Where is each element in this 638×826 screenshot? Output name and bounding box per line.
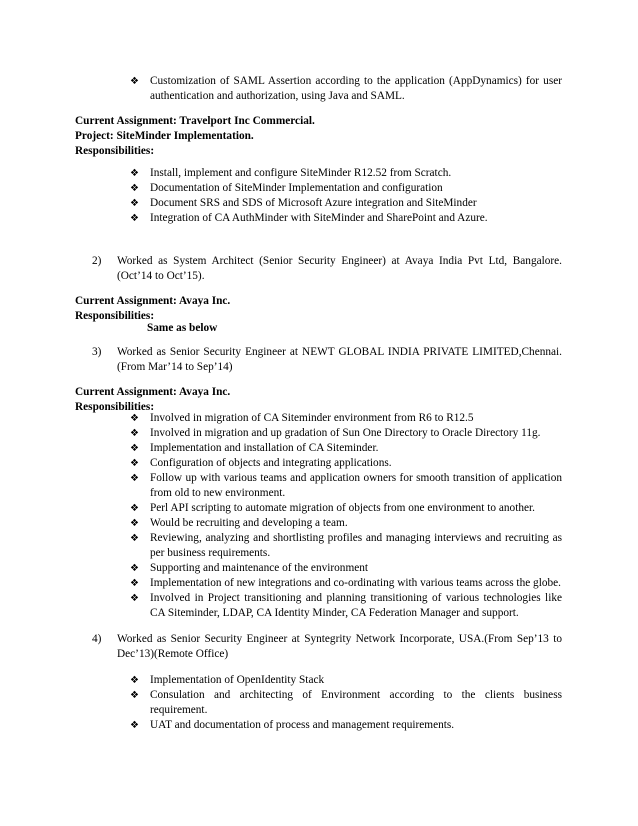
bullet-text: UAT and documentation of process and management requirements. xyxy=(150,719,455,731)
list-item xyxy=(130,516,562,531)
list-item xyxy=(130,441,562,456)
diamond-bullet-icon: ❖ xyxy=(130,473,139,484)
list-item xyxy=(130,181,562,196)
diamond-bullet-icon: ❖ xyxy=(130,720,139,731)
bullet-text: Implementation of OpenIdentity Stack xyxy=(150,674,325,686)
list-item xyxy=(130,166,562,181)
diamond-bullet-icon: ❖ xyxy=(130,413,139,424)
bullet-text: Involved in Project transitioning and planning transitioning of various technologies like CA Siteminder, LDAP, CA Identity Minder, CA Federation Manager and support. xyxy=(150,592,562,619)
bullet-text: Follow up with various teams and application owners for smooth transition of application from old to new environment. xyxy=(150,472,562,499)
diamond-bullet-icon: ❖ xyxy=(130,690,139,701)
bullet-text: Implementation of new integrations and co-ordinating with various teams across the globe. xyxy=(150,577,561,589)
bullet-text: Perl API scripting to automate migration of objects from one environment to another. xyxy=(150,502,535,514)
diamond-bullet-icon: ❖ xyxy=(130,503,139,514)
avaya-assignment-heading-2: Current Assignment: Avaya Inc. xyxy=(75,386,231,398)
list-item xyxy=(130,471,562,501)
diamond-bullet-icon: ❖ xyxy=(130,578,139,589)
bullet-text: Reviewing, analyzing and shortlisting profiles and managing interviews and recruiting as per business requirements. xyxy=(150,532,562,559)
diamond-bullet-icon: ❖ xyxy=(130,675,139,686)
list-item xyxy=(130,561,562,576)
item-number: 3) xyxy=(92,346,102,358)
diamond-bullet-icon: ❖ xyxy=(130,458,139,469)
list-item xyxy=(130,673,562,688)
bullet-text: Integration of CA AuthMinder with SiteMinder and SharePoint and Azure. xyxy=(150,212,488,224)
list-item xyxy=(130,501,562,516)
experience-item-4 xyxy=(92,632,562,662)
bullet-text: Involved in migration of CA Siteminder environment from R6 to R12.5 xyxy=(150,412,474,424)
item-text: Worked as System Architect (Senior Security Engineer) at Avaya India Pvt Ltd, Bangalore. (Oct’14 to Oct’15). xyxy=(117,255,562,282)
same-as-below-note: Same as below xyxy=(147,322,218,334)
list-item xyxy=(130,576,562,591)
diamond-bullet-icon: ❖ xyxy=(130,198,139,209)
bullet-text: Involved in migration and up gradation of Sun One Directory to Oracle Directory 11g. xyxy=(150,427,541,439)
diamond-bullet-icon: ❖ xyxy=(130,563,139,574)
list-item xyxy=(130,591,562,621)
diamond-bullet-icon: ❖ xyxy=(130,443,139,454)
experience-item-2 xyxy=(92,254,562,284)
bullet-text: Customization of SAML Assertion according to the application (AppDynamics) for user authentication and authorization, using Java and SAML. xyxy=(150,75,562,102)
list-item xyxy=(130,718,562,733)
diamond-bullet-icon: ❖ xyxy=(130,428,139,439)
syntegrity-bullet-list xyxy=(130,673,562,733)
diamond-bullet-icon: ❖ xyxy=(130,76,139,87)
list-item xyxy=(130,456,562,471)
list-item xyxy=(130,211,562,226)
avaya-assignment-heading: Current Assignment: Avaya Inc. xyxy=(75,295,231,307)
list-item xyxy=(130,531,562,561)
travelport-responsibilities-heading: Responsibilities: xyxy=(75,145,155,157)
travelport-assignment-heading: Current Assignment: Travelport Inc Commercial. xyxy=(75,115,315,127)
bullet-text: Install, implement and configure SiteMinder R12.52 from Scratch. xyxy=(150,167,452,179)
diamond-bullet-icon: ❖ xyxy=(130,168,139,179)
intro-bullet-list xyxy=(130,74,562,104)
avaya-responsibilities-heading: Responsibilities: xyxy=(75,310,155,322)
bullet-text: Documentation of SiteMinder Implementation and configuration xyxy=(150,182,443,194)
bullet-text: Document SRS and SDS of Microsoft Azure integration and SiteMinder xyxy=(150,197,477,209)
diamond-bullet-icon: ❖ xyxy=(130,518,139,529)
diamond-bullet-icon: ❖ xyxy=(130,183,139,194)
avaya-bullet-list xyxy=(130,411,562,621)
item-number: 4) xyxy=(92,633,102,645)
travelport-bullet-list xyxy=(130,166,562,226)
list-item xyxy=(130,196,562,211)
bullet-text: Consulation and architecting of Environment according to the clients business requirement. xyxy=(150,689,562,716)
diamond-bullet-icon: ❖ xyxy=(130,593,139,604)
experience-item-3 xyxy=(92,345,562,375)
travelport-project-heading: Project: SiteMinder Implementation. xyxy=(75,130,254,142)
item-number: 2) xyxy=(92,255,102,267)
diamond-bullet-icon: ❖ xyxy=(130,533,139,544)
bullet-text: Configuration of objects and integrating applications. xyxy=(150,457,392,469)
list-item xyxy=(130,74,562,104)
bullet-text: Implementation and installation of CA Siteminder. xyxy=(150,442,379,454)
bullet-text: Supporting and maintenance of the environment xyxy=(150,562,369,574)
item-text: Worked as Senior Security Engineer at Syntegrity Network Incorporate, USA.(From Sep’13 to Dec’13)(Remote Office) xyxy=(117,633,562,660)
item-text: Worked as Senior Security Engineer at NEWT GLOBAL INDIA PRIVATE LIMITED,Chennai. (From Mar’14 to Sep’14) xyxy=(117,346,562,373)
list-item xyxy=(130,688,562,718)
diamond-bullet-icon: ❖ xyxy=(130,213,139,224)
list-item xyxy=(130,426,562,441)
list-item xyxy=(130,411,562,426)
bullet-text: Would be recruiting and developing a team. xyxy=(150,517,348,529)
avaya-responsibilities-heading-2: Responsibilities: xyxy=(75,401,155,413)
